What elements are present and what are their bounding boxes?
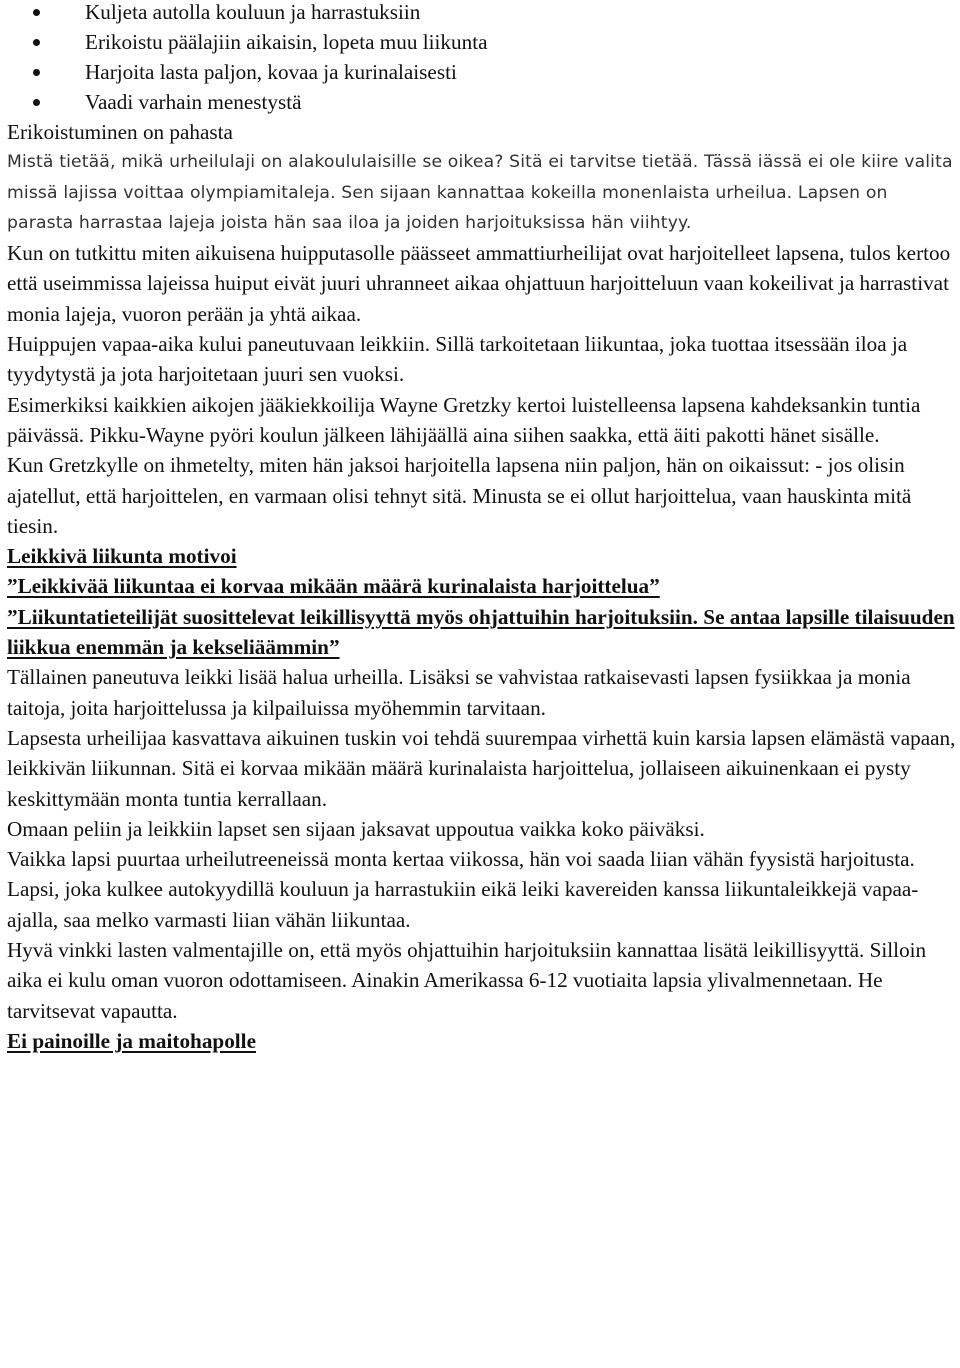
paragraph: Huippujen vapaa-aika kului paneutuvaan leikkiin. Sillä tarkoitetaan liikuntaa, joka tuottaa itsessään iloa ja tyydytystä ja jota harjoitetaan juuri sen vuoksi. [7,332,908,387]
paragraph: Hyvä vinkki lasten valmentajille on, että myös ohjattuihin harjoituksiin kannattaa lisätä leikillisyyttä. Silloin aika ei kulu oman vuoron odottamiseen. Ainakin Amerikassa 6-12 vuotiaita lapsia ylivalmennetaan. He tarvitsevat vapautta. [7,938,927,1023]
bullet-item: Erikoistu päälajiin aikaisin, lopeta muu liikunta [7,27,957,57]
bullet-dot-icon [33,9,40,16]
paragraph: Lapsesta urheilijaa kasvattava aikuinen tuskin voi tehdä suurempaa virhettä kuin karsia lapsen elämästä vapaan, leikkivän liikunnan. Sitä ei korvaa mikään määrä kurinalaista harjoittelua, jollaiseen aikuinenkaan ei pysty keskittymään monta tuntia kerrallaan. [7,725,956,811]
advice-bullet-list [7,0,957,117]
bullet-dot-icon [33,39,40,46]
intro-paragraph: Mistä tietää, mikä urheilulaji on alakoululaisille se oikea? Sitä ei tarvitse tietää. Tässä iässä ei ole kiire valita missä lajissa voittaa olympiamitaleja. Sen sijaan kannattaa kokeilla monenlaista urheilua. Lapsen on parasta harrastaa lajeja joista hän saa iloa ja joiden harjoituksissa hän viihtyy. [7,152,953,233]
bullet-item: Kuljeta autolla kouluun ja harrastuksiin [7,0,957,27]
paragraph: Tällainen paneutuva leikki lisää halua urheilla. Lisäksi se vahvistaa ratkaisevasti lapsen fysiikkaa ja monia taitoja, joita harjoittelussa ja kilpailuissa myöhemmin tarvitaan. [7,665,911,720]
bullet-item: Vaadi varhain menestystä [7,87,957,117]
bullet-item: Harjoita lasta paljon, kovaa ja kurinalaisesti [7,57,957,87]
section-title-erikoistuminen: Erikoistuminen on pahasta [7,120,233,144]
paragraph: Kun on tutkittu miten aikuisena huipputasolle päässeet ammattiurheilijat ovat harjoitelleet lapsena, tulos kertoo että useimmissa lajeissa huiput eivät juuri uhranneet aikaa ohjattuun harjoitteluun vaan kokeilivat ja harrastivat monia lajeja, vuoron perään ja yhtä aikaa. [7,241,951,326]
section-heading-painot: Ei painoille ja maitohapolle [7,1028,256,1053]
pull-quote: ”Liikuntatieteilijät suosittelevat leikillisyyttä myös ohjattuihin harjoituksiin. Se antaa lapsille tilaisuuden liikkua enemmän ja kekseliäämmin” [7,604,955,660]
section-heading-leikkiva: Leikkivä liikunta motivoi [7,544,237,569]
paragraph: Vaikka lapsi puurtaa urheilutreeneissä monta kertaa viikossa, hän voi saada liian vähän fyysistä harjoitusta. Lapsi, joka kulkee autokyydillä kouluun ja harrastukiin eikä leiki kavereiden kanssa liikuntaleikkejä vapaa-ajalla, saa melko varmasti liian vähän liikuntaa. [7,847,919,932]
paragraph: Omaan peliin ja leikkiin lapset sen sijaan jaksavat uppoutua vaikka koko päiväksi. [7,816,705,841]
document-page [7,0,957,1056]
bullet-dot-icon [33,99,40,106]
pull-quote: ”Leikkivää liikuntaa ei korvaa mikään määrä kurinalaista harjoittelua” [7,574,660,599]
paragraph: Esimerkiksi kaikkien aikojen jääkiekkoilija Wayne Gretzky kertoi luistelleensa lapsena kahdeksankin tuntia päivässä. Pikku-Wayne pyöri koulun jälkeen lähijäällä aina siihen saakka, että äiti pakotti hänet sisälle. [7,392,921,447]
paragraph: Kun Gretzkylle on ihmetelty, miten hän jaksoi harjoitella lapsena niin paljon, hän on oikaissut: - jos olisin ajatellut, että harjoittelen, en varmaan olisi tehnyt sitä. Minusta se ei ollut harjoittelua, vaan hauskinta mitä tiesin. [7,453,912,538]
bullet-dot-icon [33,69,40,76]
